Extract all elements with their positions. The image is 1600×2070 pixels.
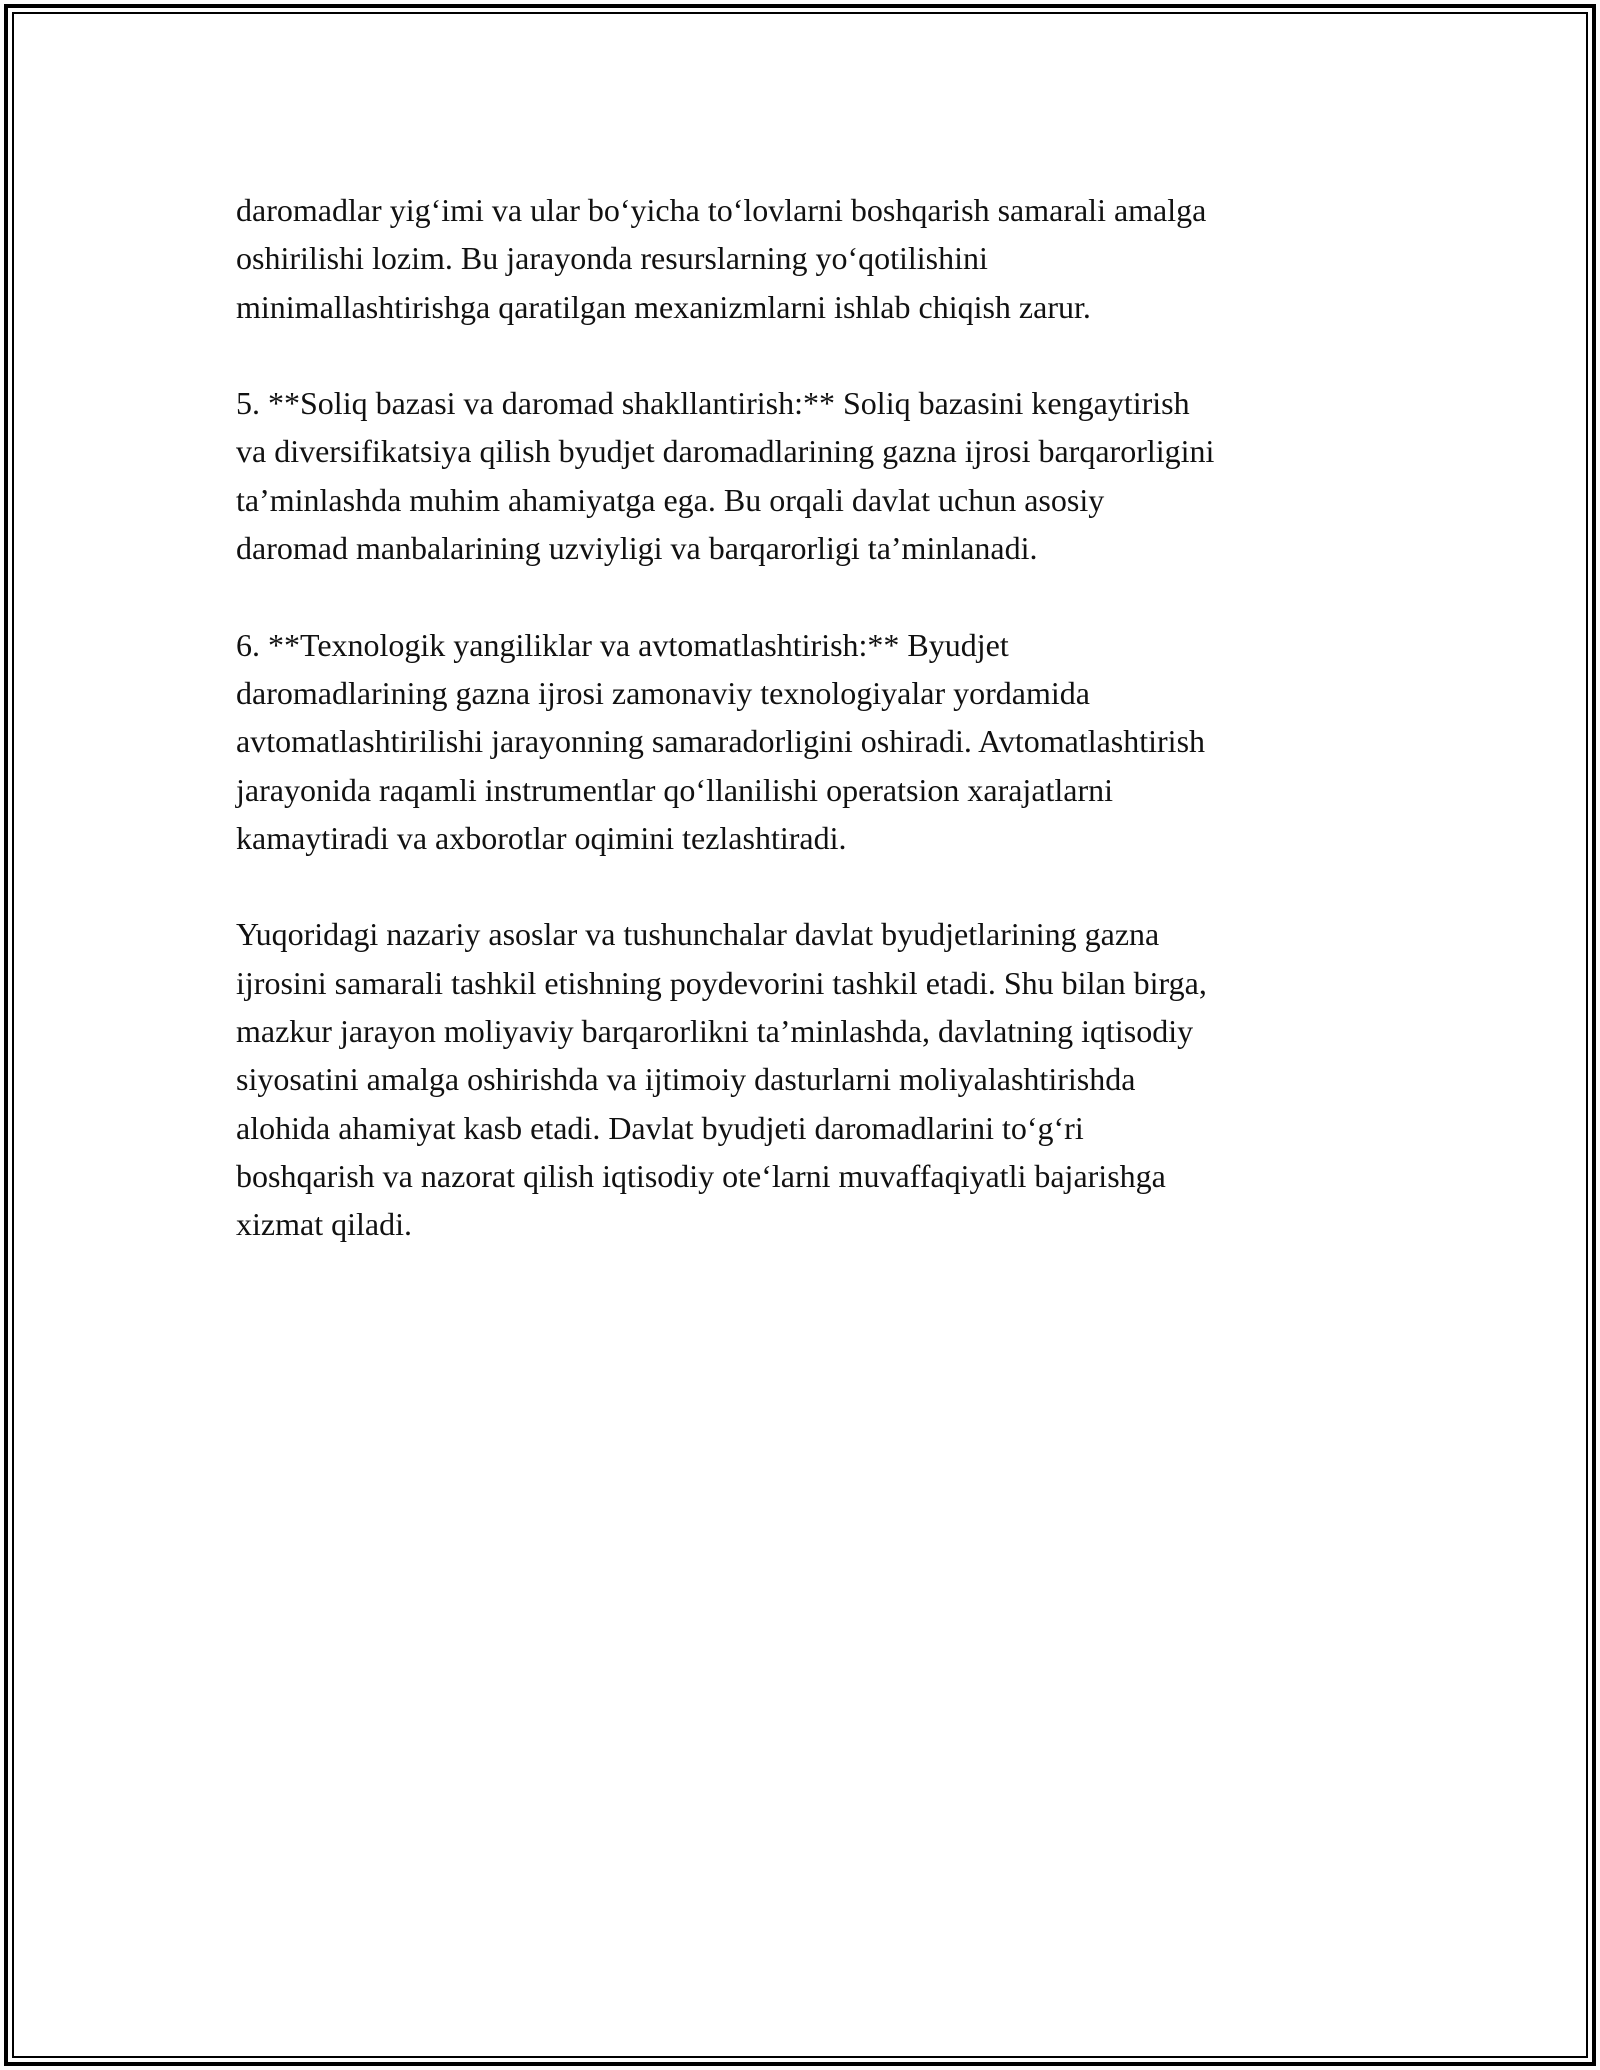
text-line: ijrosini samarali tashkil etishning poydevorini tashkil etadi. Shu bilan birga, [236,964,1207,1001]
text-line: daromad manbalarining uzviyligi va barqarorligi ta’minlanadi. [236,530,1038,567]
text-line: daromadlarining gazna ijrosi zamonaviy texnologiyalar yordamida [236,674,1090,711]
text-line: jarayonida raqamli instrumentlar qo‘llanilishi operatsion xarajatlarni [236,771,1114,808]
paragraph-technology-automation [236,621,1366,862]
text-line: va diversifikatsiya qilish byudjet daromadlarining gazna ijrosi barqarorligini [236,433,1215,470]
text-line: ta’minlashda muhim ahamiyatga ega. Bu orqali davlat uchun asosiy [236,481,1105,518]
text-line: boshqarish va nazorat qilish iqtisodiy ote‘larni muvaffaqiyatli bajarishga [236,1157,1166,1194]
paragraph-conclusion [236,910,1366,1248]
text-line: alohida ahamiyat kasb etadi. Davlat byudjeti daromadlarini to‘g‘ri [236,1109,1084,1146]
text-line: daromadlar yig‘imi va ular bo‘yicha to‘lovlarni boshqarish samarali amalga [236,192,1207,228]
text-line: mazkur jarayon moliyaviy barqarorlikni ta’minlashda, davlatning iqtisodiy [236,1013,1194,1050]
text-line: oshirilishi lozim. Bu jarayonda resurslarning yo‘qotilishini [236,240,988,277]
text-line: minimallashtirishga qaratilgan mexanizmlarni ishlab chiqish zarur. [236,288,1091,325]
paragraph-tax-base [236,379,1366,572]
text-line: xizmat qiladi. [236,1206,412,1243]
text-line: 5. **Soliq bazasi va daromad shakllantirish:** Soliq bazasini kengaytirish [236,385,1190,422]
text-line: Yuqoridagi nazariy asoslar va tushunchalar davlat byudjetlarining gazna [236,916,1160,953]
page-content [236,186,1366,1297]
text-line: 6. **Texnologik yangiliklar va avtomatlashtirish:** Byudjet [236,626,1009,663]
text-line: siyosatini amalga oshirishda va ijtimoiy dasturlarni moliyalashtirishda [236,1061,1136,1098]
paragraph-resource-management [236,186,1366,331]
text-line: avtomatlashtirilishi jarayonning samaradorligini oshiradi. Avtomatlashtirish [236,723,1206,760]
text-line: kamaytiradi va axborotlar oqimini tezlashtiradi. [236,819,847,856]
